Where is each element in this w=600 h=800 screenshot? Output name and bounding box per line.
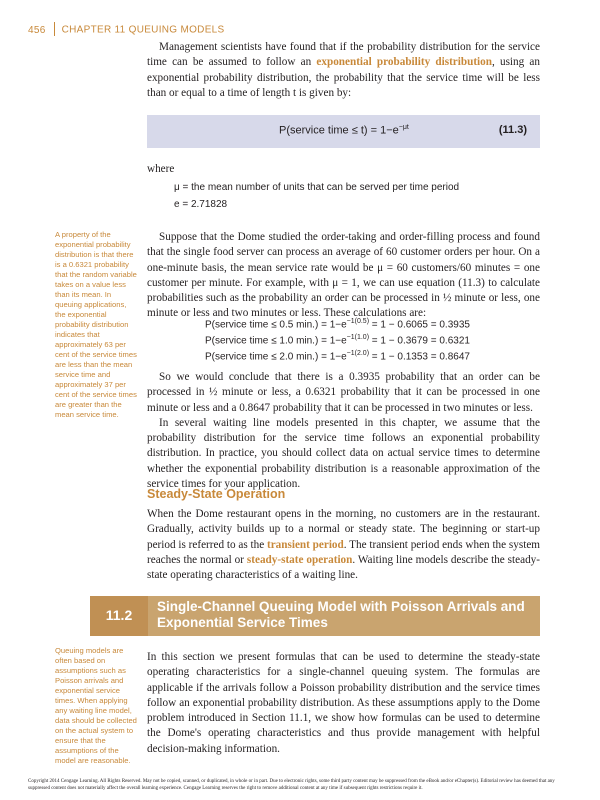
waiting-line-text: In several waiting line models presented in this chapter, we assume that the probability distribution for the service time follows an exponential probability distribution. In practice, you should collect data on actual service times to determine whether the exponential probability distribution is a reasonable approximation of the service times for your application.: [147, 416, 540, 491]
calc-lhs: P(service time ≤ 1.0 min.) = 1−e: [205, 335, 347, 347]
formula-box: [147, 115, 540, 148]
margin-note-exponential: A property of the exponential probability distribution is that there is a 0.6321 probability that the random variable takes on a value less than its mean. In queuing applications, the exponential probability distribution indicates that approximately 63 per cent of the service times are less than the mean service time and approximately 37 per cent of the service times are greater than the mean service time.: [55, 230, 137, 419]
calc-rhs: = 1 − 0.1353 = 0.8647: [369, 351, 470, 363]
key-term-steady-state: steady-state operation: [246, 553, 353, 566]
formula-lhs: P(service time ≤ t) = 1−e: [279, 124, 399, 137]
intro-paragraph: [147, 40, 540, 101]
calc-exp: −1(1.0): [346, 334, 370, 341]
key-term-transient: transient period: [266, 538, 344, 551]
calc-lhs: P(service time ≤ 2.0 min.) = 1−e: [205, 351, 347, 363]
steady-text-1: When the Dome restaurant opens in the morning, no customers are in the restaurant. Gradually, activity builds up to a normal or steady state. The beginning or start-up period is referred to as the: [147, 508, 540, 551]
section-title: Single-Channel Queuing Model with Poisson Arrivals and Exponential Service Times: [157, 599, 525, 630]
calculation-row: [205, 318, 470, 330]
page-number: 456: [28, 24, 46, 36]
running-header: [28, 22, 225, 38]
chapter-title: CHAPTER 11 QUEUING MODELS: [61, 24, 225, 36]
dome-text: Suppose that the Dome studied the order-taking and order-filling process and found that the single food server can process an average of 60 customer orders per hour. On a one-minute basis, the mean service rate would be μ = 60 customers/60 minutes = one customer per minute. For example, with μ = 1, we can use equation (11.3) to calculate probabilities such as the probability an order can be processed in ½ minute or less, one minute or less and two minutes or less. These calculations are:: [147, 231, 540, 320]
section-number: 11.2: [105, 607, 133, 623]
equation-number: (11.3): [498, 124, 527, 136]
calc-exp: −1(0.5): [346, 318, 370, 325]
calc-lhs: P(service time ≤ 0.5 min.) = 1−e: [205, 319, 347, 331]
dome-paragraph: [147, 230, 540, 322]
calc-rhs: = 1 − 0.6065 = 0.3935: [369, 319, 470, 331]
conclusion-text: So we would conclude that there is a 0.3935 probability that an order can be processed in ½ minute or less, a 0.6321 probability that it can be processed in one minute or less and a 0.8647 probability that it can be processed in two minutes or less.: [147, 371, 540, 414]
calc-rhs: = 1 − 0.3679 = 0.6321: [369, 335, 470, 347]
formula-expression: [279, 124, 409, 137]
where-label: where: [147, 163, 175, 175]
definition-mu: μ = the mean number of units that can be served per time period: [174, 182, 460, 193]
section-paragraph: [147, 650, 540, 757]
steady-state-heading: Steady-State Operation: [147, 487, 286, 501]
definition-e: e = 2.71828: [174, 199, 228, 210]
steady-text-2: . The transient period ends when the system reaches the normal or: [147, 538, 541, 566]
intro-text-2: , using an exponential probability distribution, the probability that the service time will be less than or equal to a time of length t is given by:: [147, 56, 540, 99]
key-term-exponential: exponential probability distribution: [316, 56, 492, 69]
steady-state-paragraph: [147, 507, 540, 583]
calculation-row: [205, 350, 470, 362]
formula-exponent: −μt: [398, 124, 409, 131]
conclusion-paragraph: [147, 370, 540, 492]
intro-text-1: Management scientists have found that if the probability distribution for the service time can be assumed to follow an: [147, 41, 540, 69]
steady-text-3: . Waiting line models describe the steady-state operating characteristics of a waiting line.: [147, 553, 540, 582]
calc-exp: −1(2.0): [346, 350, 370, 357]
copyright-footer: Copyright 2014 Cengage Learning. All Rights Reserved. May not be copied, scanned, or duplicated, in whole or in part. Due to electronic rights, some third party content may be suppressed from the eBook and/or eChapter(s). Editorial review has deemed that any suppressed content does not materially affect the overall learning experience. Cengage Learning reserves the right to remove additional content at any time if subsequent rights restrictions require it.: [28, 779, 555, 791]
header-divider: [54, 22, 55, 36]
calculation-row: [205, 334, 470, 346]
margin-note-assumptions: Queuing models are often based on assumptions such as Poisson arrivals and exponential service times. When applying any waiting line model, data should be collected on the actual system to ensure that the assumptions of the model are reasonable.: [55, 646, 137, 765]
section-text: In this section we present formulas that can be used to determine the steady-state operating characteristics for a single-channel queuing system. The formulas are applicable if the arrivals follow a Poisson probability distribution and the service times follow an exponential probability distribution. As these assumptions apply to the Dome problem introduced in Section 11.1, we show how formulas can be used to determine the Dome's operating characteristics and thus provide management with helpful decision-making information.: [147, 651, 540, 755]
